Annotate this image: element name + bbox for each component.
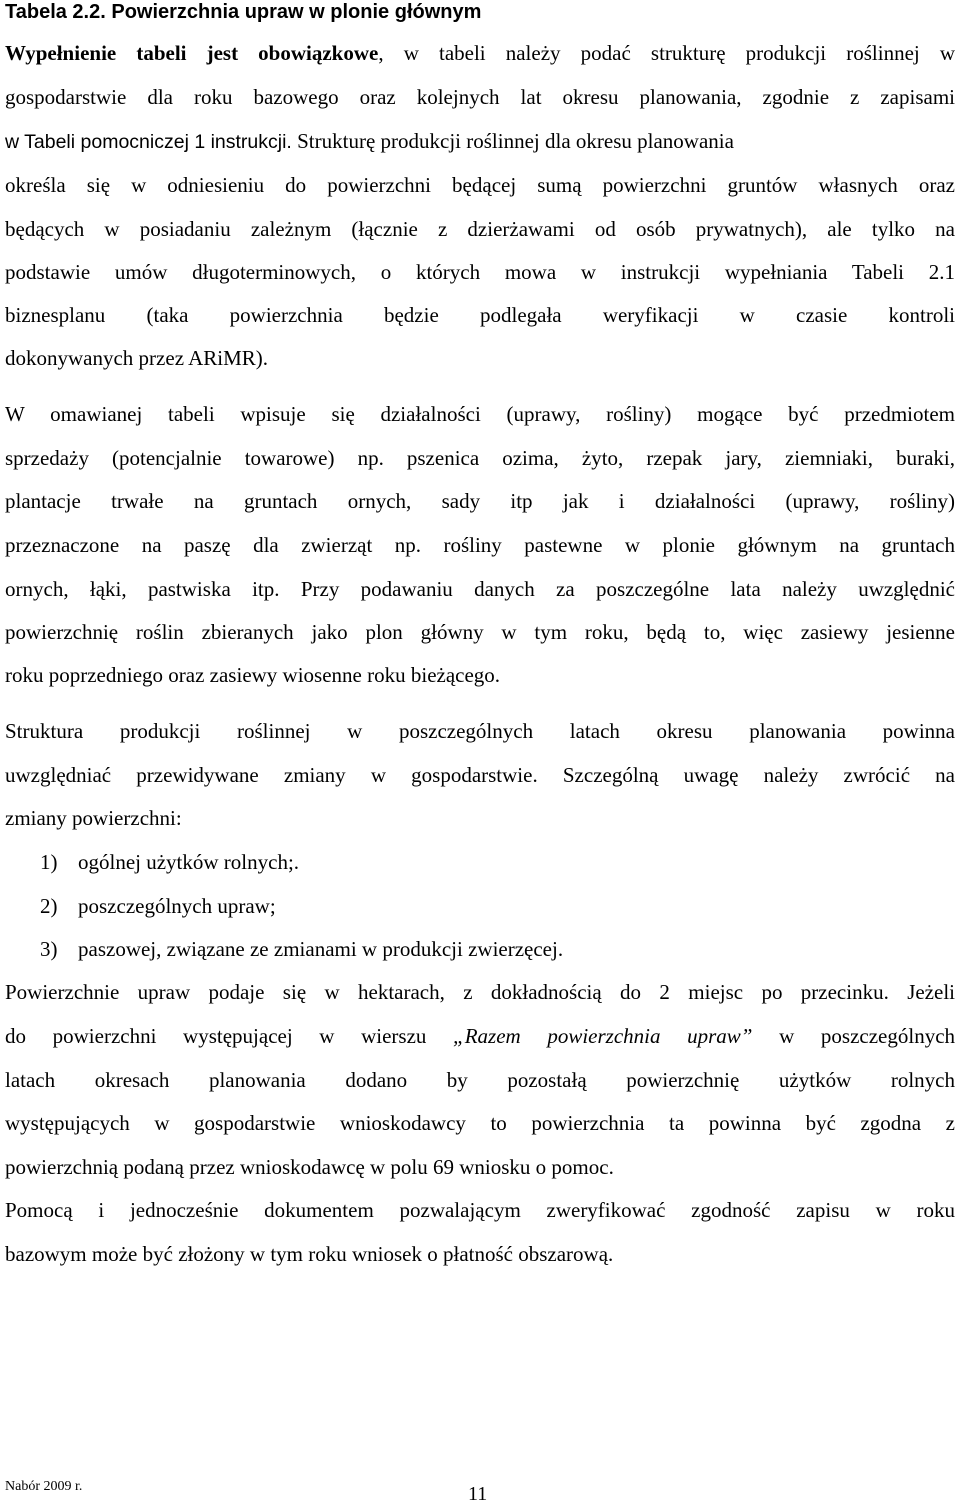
p3-line-1: Struktura produkcji roślinnej w poszczególnych latach okresu planowania powinna bbox=[5, 719, 955, 743]
list-item: 1) ogólnej użytków rolnych;. bbox=[40, 850, 300, 874]
p2-line-2: sprzedaży (potencjalnie towarowe) np. pszenica ozima, żyto, rzepak jary, ziemniaki, buraki, bbox=[5, 446, 955, 470]
p4-line-1: Powierzchnie upraw podaje się w hektarach, z dokładnością do 2 miejsc po przecinku. Jeżeli bbox=[5, 980, 955, 1004]
p4-line-4: występujących w gospodarstwie wnioskodawcy to powierzchnia ta powinna być zgodna z bbox=[5, 1111, 955, 1135]
p3-line-3: zmiany powierzchni: bbox=[5, 806, 182, 830]
p5-line-2: bazowym może być złożony w tym roku wniosek o płatność obszarową. bbox=[5, 1242, 614, 1266]
p1-line-6: podstawie umów długoterminowych, o których mowa w instrukcji wypełniania Tabeli 2.1 bbox=[5, 260, 955, 284]
p2-line-7: roku poprzedniego oraz zasiewy wiosenne roku bieżącego. bbox=[5, 663, 501, 687]
list-item: 2) poszczególnych upraw; bbox=[40, 894, 276, 918]
p1-line-7: biznesplanu (taka powierzchnia będzie podlegała weryfikacji w czasie kontroli bbox=[5, 303, 955, 327]
p2-line-6: powierzchnię roślin zbieranych jako plon główny w tym roku, będą to, więc zasiewy jesienne bbox=[5, 620, 955, 644]
p1-line-5: będących w posiadaniu zależnym (łącznie z dzierżawami od osób prywatnych), ale tylko na bbox=[5, 217, 955, 241]
p2-line-3: plantacje trwałe na gruntach ornych, sady itp jak i działalności (uprawy, rośliny) bbox=[5, 489, 955, 513]
p2-line-1: W omawianej tabeli wpisuje się działalności (uprawy, rośliny) mogące być przedmiotem bbox=[5, 402, 955, 426]
p2-line-4: przeznaczone na paszę dla zwierząt np. rośliny pastewne w plonie głównym na gruntach bbox=[5, 533, 955, 557]
p1-line-3: w Tabeli pomocniczej 1 instrukcji. Strukturę produkcji roślinnej dla okresu planowania bbox=[5, 129, 734, 153]
p4-line-3: latach okresach planowania dodano by pozostałą powierzchnię użytków rolnych bbox=[5, 1068, 955, 1092]
footer-recruitment-label: Nabór 2009 r. bbox=[5, 1479, 83, 1494]
list-item: 3) paszowej, związane ze zmianami w produkcji zwierzęcej. bbox=[40, 937, 564, 961]
p1-line-8: dokonywanych przez ARiMR). bbox=[5, 346, 269, 370]
p5-line-1: Pomocą i jednocześnie dokumentem pozwalającym zweryfikować zgodność zapisu w roku bbox=[5, 1198, 955, 1222]
table-heading: Tabela 2.2. Powierzchnia upraw w plonie głównym bbox=[5, 1, 482, 23]
p2-line-5: ornych, łąki, pastwiska itp. Przy podawaniu danych za poszczególne lata należy uwzględnić bbox=[5, 577, 955, 601]
mandatory-notice: Wypełnienie tabeli jest obowiązkowe bbox=[5, 41, 379, 65]
p3-line-2: uwzględniać przewidywane zmiany w gospodarstwie. Szczególną uwagę należy zwrócić na bbox=[5, 763, 955, 787]
p4-line-2: do powierzchni występującej w wierszu „Razem powierzchnia upraw” w poszczególnych bbox=[5, 1024, 956, 1048]
p1-line-4: określa się w odniesieniu do powierzchni będącej sumą powierzchni gruntów własnych oraz bbox=[5, 173, 955, 197]
row-name-quote: „Razem powierzchnia upraw” bbox=[453, 1024, 753, 1048]
p4-line-5: powierzchnią podaną przez wnioskodawcę w polu 69 wniosku o pomoc. bbox=[5, 1155, 614, 1179]
page-number: 11 bbox=[468, 1483, 488, 1505]
p1-line-1: Wypełnienie tabeli jest obowiązkowe, w tabeli należy podać strukturę produkcji roślinnej w bbox=[5, 41, 955, 65]
p1-line-2: gospodarstwie dla roku bazowego oraz kolejnych lat okresu planowania, zgodnie z zapisami bbox=[5, 85, 955, 109]
